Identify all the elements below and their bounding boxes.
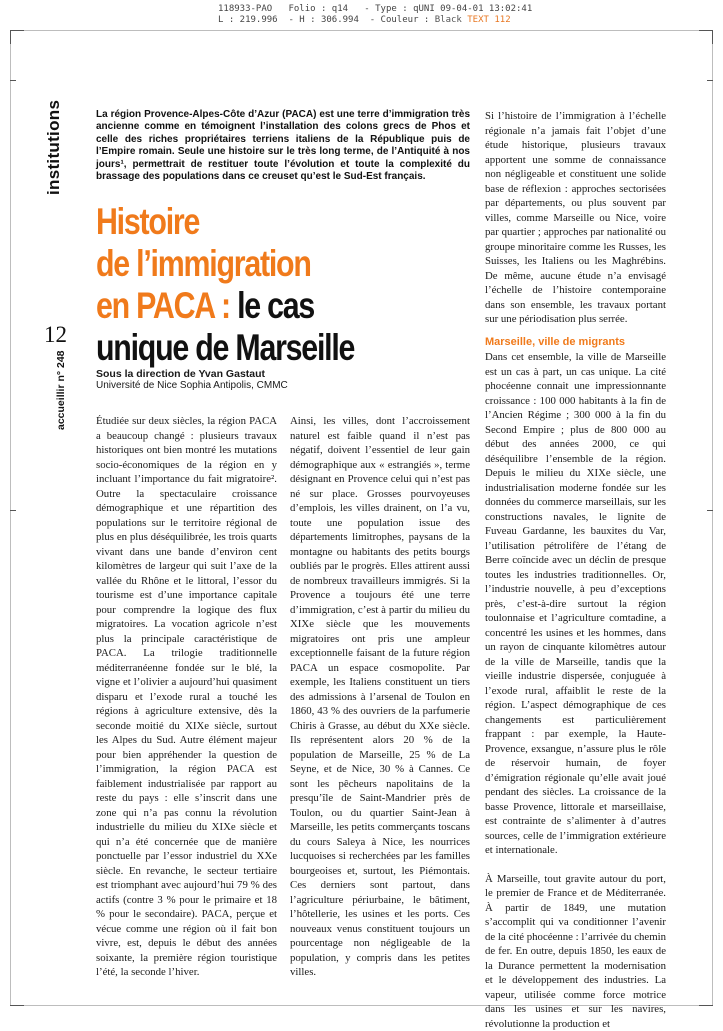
crop-mark xyxy=(10,1005,24,1006)
slug-color-black: Black xyxy=(435,15,462,25)
section-label: institutions xyxy=(44,100,64,195)
slug-color-accent: TEXT 112 xyxy=(467,15,510,25)
frame-line-top xyxy=(24,30,699,31)
title-line-3 xyxy=(96,285,408,327)
body-column-2 xyxy=(290,414,470,980)
journal-issue: accueillir n° 248 xyxy=(55,351,67,431)
slug-line-1: 118933-PAO Folio : q14 - Type : qUNI 09-04-01 13:02:41 xyxy=(218,4,532,14)
title-line-2: de l’immigration xyxy=(96,243,408,285)
lead-paragraph: La région Provence-Alpes-Côte d’Azur (PACA) est une terre d’immigration très ancienne comme en témoignent l’installation des colons grecs de Phos et celle des riches propriétaires terriens italiens de la République puis de l’Empire romain. Seule une histoire sur le très long terme, de l’Antiquité à nos jours¹, permettrait de restituer toute l’évolution et toute la complexité du brassage des populations dans ce creuset qu’est le Sud-Est français. xyxy=(96,109,470,183)
crop-mark xyxy=(10,30,24,31)
page-number: 12 xyxy=(44,322,67,348)
body-paragraph: À Marseille, tout gravite autour du port, le premier de France et de Méditerranée. À partir de 1849, une mutation s’accomplit qui va conditionner l’avenir de la cité phocéenne : l’arrivée du chemin de fer. En outre, depuis 1850, les eaux de la Durance permettent la modernisation et le développement des industries. La vapeur, utilisée comme force motrice dans les usines et sur les navires, révolutionne la production et xyxy=(485,872,666,1031)
section-subheading: Marseille, ville de migrants xyxy=(485,335,666,350)
body-column-1 xyxy=(96,414,277,980)
body-paragraph: Si l’histoire de l’immigration à l’échelle régionale n’a jamais fait l’objet d’une étude historique, plusieurs travaux apportent une somme de connaissance non négligeable et constituent une solide base de réflexion : approches sectorisées par départements, ou plus souvent par villes, comme Marseille ou Nice, voire par quartier ; approches par nationalité ou groupe minoritaire comme les Russes, les Suisses, les Italiens ou les Maghrébins. De même, aucune étude n’a envisagé l’échelle de l’histoire contemporaine dans son ensemble, les travaux portant sur une périodisation plus serrée. xyxy=(485,109,666,327)
slug-line-2: L : 219.996 - H : 306.994 - Couleur : xyxy=(218,15,435,25)
crop-mark xyxy=(699,30,713,31)
byline xyxy=(96,368,288,392)
byline-direction: Sous la direction de Yvan Gastaut xyxy=(96,368,288,380)
registration-tick xyxy=(707,510,713,511)
article-title xyxy=(96,201,408,369)
crop-mark xyxy=(699,1005,713,1006)
frame-line-right xyxy=(712,44,713,1005)
title-line-3-orange: en PACA : xyxy=(96,285,237,326)
registration-tick xyxy=(10,80,16,81)
body-paragraph: Étudiée sur deux siècles, la région PACA a beaucoup changé : plusieurs travaux historiques ont bien montré les mutations socio-économiques de la région en y incluant l’importance du fait migratoire². Outre la spectaculaire croissance démographique et une répartition des populations sur le territoire régional de plus en plus déséquilibrée, les trois quarts vivant dans une bande d’environ cent kilomètres de largeur qui suit l’axe de la vallée du Rhône et le littoral, l’essor du tourisme est d’une importance capitale pour comprendre la logique des flux migratoires. La vocation agricole n’est plus la principale caractéristique de PACA. La trilogie traditionnelle méditerranéenne fondée sur le blé, la vigne et l’olivier a aujourd’hui quasiment disparu et l’exode rural a touché les régions à agriculture extensive, dès la seconde moitié du XIXe siècle, surtout les Alpes du Sud. Autre élément majeur pour bien appréhender la question de l’immigration, la région PACA est faiblement industrialisée par rapport au reste du pays : elle s’inscrit dans une zone qui n’a pas connu la révolution industrielle du milieu du XIXe siècle et qui n’a été concernée que de manière ponctuelle par l’essor industriel du XXe siècle. En revanche, le secteur tertiaire est triomphant avec aujourd’hui 79 % des actifs (contre 3 % pour le primaire et 18 % pour le secondaire). PACA, perçue et vécue comme une région où il fait bon vivre, est, depuis le début des années soixante, la première région touristique l’été, la seconde l’hiver. xyxy=(96,414,277,980)
title-line-1: Histoire xyxy=(96,201,408,243)
title-line-4: unique de Marseille xyxy=(96,327,408,369)
crop-mark xyxy=(712,30,713,44)
frame-line-left xyxy=(10,44,11,1005)
registration-tick xyxy=(10,510,16,511)
title-line-3-dark: le cas xyxy=(237,285,314,326)
body-column-3 xyxy=(485,109,666,1031)
byline-affiliation: Université de Nice Sophia Antipolis, CMMC xyxy=(96,380,288,392)
print-slug xyxy=(218,4,548,26)
crop-mark xyxy=(10,30,11,44)
registration-tick xyxy=(707,80,713,81)
body-paragraph: Ainsi, les villes, dont l’accroissement naturel est faible quand il n’est pas négatif, doivent l’essentiel de leur gain démographique aux « estrangiés », terme désignant en Provence celui qui n’est pas né sur place. Grosses pourvoyeuses d’emplois, les villes drainent, on l’a vu, toute une population issue des départements limitrophes, paysans de la montagne ou habitants des petits bourgs oubliés par le progrès. Elles attirent aussi de nombreux travailleurs immigrés. Si la Provence a toujours été une terre d’immigration, c’est à partir du milieu du XIXe siècle que les mouvements migratoires ont pris une ampleur exceptionnelle faisant de la future région PACA un espace cosmopolite. Par exemple, les Italiens constituent un tiers des admissions à l’arsenal de Toulon en 1860, 43 % des ouvriers de la parfumerie Chiris à Grasse, au début du XXe siècle. Ils représentent alors 20 % de la population de Marseille, 25 % de La Seyne, et de Nice, 30 % à Cannes. Ce sont les pêcheurs napolitains de la presqu’île de Saint-Mandrier près de Toulon, ou du quartier Saint-Jean à Marseille, les petits commerçants toscans du cours Saleya à Nice, les nourrices lucquoises si recherchées par les familles bourgeoises et, surtout, les Piémontais. Ces derniers sont partout, dans l’agriculture périurbaine, le bâtiment, l’hôtellerie, les usines et les ports. Ces nouveaux venus constituent toujours un pourcentage non négligeable de la population, y compris dans les petites villes. xyxy=(290,414,470,980)
paragraph-gap xyxy=(485,858,666,872)
body-paragraph: Dans cet ensemble, la ville de Marseille est un cas à part, un cas unique. La cité phocéenne connait une impressionnante croissance : 100 000 habitants à la fin de l’Ancien Régime ; 300 000 à la fin du Second Empire ; plus de 800 000 au début des années 2000, ce qui déséquilibre l’ensemble de la région. Depuis le milieu du XIXe siècle, une industrialisation moderne fondée sur les données du commerce marseillais, sur les constructions navales, le lignite de Fuveau Gardanne, les bauxites du Var, l’utilisation pétrolifère de l’étang de Berre coïncide avec un déclin de presque toutes les industries traditionnelles. Or, l’industrie nouvelle, à peu d’exceptions près, c’est-à-dire surtout la région toulonnaise et l’agriculture comtadine, a concentré les usines et les hommes, dans un rayon de cinquante kilomètres autour de la ville de Marseille, tandis que la vieille industrie dispersée, conjuguée à l’exode rural, affaiblit le reste de la région. L’aspect démographique de ces changements est particulièrement frappant : par exemple, la Haute-Provence, exsangue, n’assure plus le rôle de réservoir humain, de foyer d’émigration régionale qu’elle avait joué pendant des siècles. La croissance de la basse Provence, littorale et marseillaise, est contrainte de s’alimenter à d’autres sources, celle de l’immigration extérieure et internationale. xyxy=(485,350,666,858)
